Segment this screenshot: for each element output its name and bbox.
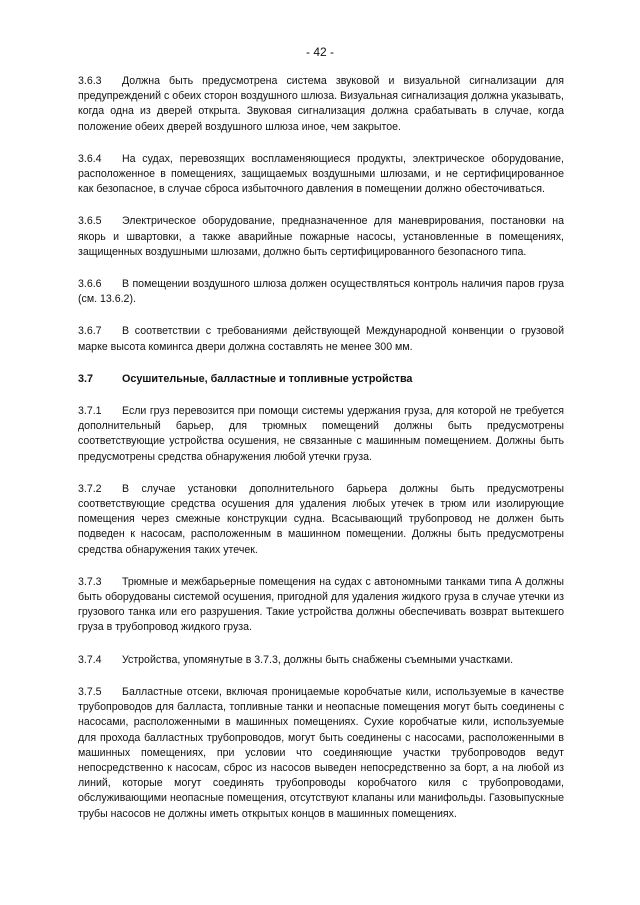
paragraph-3-6-4 bbox=[78, 152, 564, 198]
paragraph-3-7-5 bbox=[78, 685, 564, 822]
paragraph-text: Должна быть предусмотрена система звуковой и визуальной сигнализации для предупреждений с обеих сторон воздушного шлюза. Визуальная сигнализация должна указывать, когда одна из дверей открыта. Звуковая сигнализация должна срабатывать в случае, когда положение обеих дверей воздушного шлюза иное, чем закрытое. bbox=[78, 75, 564, 133]
paragraph-number: 3.7.5 bbox=[78, 685, 102, 698]
paragraph-number: 3.7.3 bbox=[78, 575, 102, 588]
paragraph-3-7-3 bbox=[78, 575, 564, 636]
paragraph-3-6-5 bbox=[78, 214, 564, 260]
paragraph-3-6-3 bbox=[78, 74, 564, 135]
paragraph-text: Трюмные и межбарьерные помещения на судах с автономными танками типа А должны быть оборудованы системой осушения, пригодной для удаления жидкого груза в случае утечки из грузового танка или его разрушения. Такие устройства должны обеспечивать возврат вытекшего груза в трубопровод жидкого груза. bbox=[78, 575, 564, 634]
section-title: Осушительные, балластные и топливные устройства bbox=[122, 372, 413, 385]
paragraph-3-7-1 bbox=[78, 404, 564, 465]
paragraph-text: В помещении воздушного шлюза должен осуществляться контроль наличия паров груза (см. 13.6.2). bbox=[78, 278, 564, 306]
section-heading bbox=[78, 372, 564, 387]
section-number: 3.7 bbox=[78, 372, 94, 385]
paragraph-3-6-7 bbox=[78, 324, 564, 354]
paragraph-number: 3.7.1 bbox=[78, 405, 102, 418]
paragraph-text: Балластные отсеки, включая проницаемые коробчатые кили, используемые в качестве трубопроводов для балласта, топливные танки и неопасные помещения могут быть соединены с насосами, расположенными в машинных помещениях. Сухие коробчатые кили, используемые для прохода балластных трубопроводов, могут быть соединены с насосами, расположенными в машинных помещениях, при условии что соединяющие участки трубопроводов ведут непосредственно к насосам, сброс из насосов выведен непосредственно за борт, а на любой из линий, которые могут соединять трубопроводы коробчатого киля с трубопроводами, обслуживающими неопасные помещения, отсутствуют клапаны или манифольды. Газовыпускные трубы насосов не должны иметь открытых концов в машинных помещениях. bbox=[78, 685, 564, 820]
paragraph-text: В случае установки дополнительного барьера должны быть предусмотрены соответствующие средства осушения для удаления любых утечек в трюм или изолирующие помещения через смежные конструкции судна. Всасывающий трубопровод не должен быть подведен к насосам, расположенным в машинном помещении. Должны быть предусмотрены средства обнаружения таких утечек. bbox=[78, 482, 564, 556]
paragraph-number: 3.6.4 bbox=[78, 152, 102, 165]
paragraph-number: 3.6.3 bbox=[78, 75, 102, 87]
paragraph-number: 3.6.5 bbox=[78, 215, 102, 228]
paragraph-text: Электрическое оборудование, предназначенное для маневрирования, постановки на якорь и швартовки, а также аварийные пожарные насосы, установленные в помещениях, защищенных воздушными шлюзами, должно быть сертифицированного безопасного типа. bbox=[78, 215, 564, 258]
paragraph-text: На судах, перевозящих воспламеняющиеся продукты, электрическое оборудование, расположенное в помещениях, защищаемых воздушными шлюзами, и не сертифицированное как безопасное, в случае сброса избыточного давления в помещении должно обесточиваться. bbox=[78, 152, 564, 196]
document-body bbox=[78, 74, 564, 839]
paragraph-text: В соответствии с требованиями действующей Международной конвенции о грузовой марке высота комингса двери должна составлять не менее 300 мм. bbox=[78, 325, 564, 353]
paragraph-3-7-4 bbox=[78, 653, 564, 668]
paragraph-text: Устройства, упомянутые в 3.7.3, должны быть снабжены съемными участками. bbox=[122, 653, 514, 666]
paragraph-number: 3.7.2 bbox=[78, 482, 102, 495]
paragraph-3-7-2 bbox=[78, 482, 564, 558]
paragraph-text: Если груз перевозится при помощи системы удержания груза, для которой не требуется дополнительный барьер, для трюмных помещений должны быть предусмотрены соответствующие устройства осушения, не связанные с машинным помещением. Должны быть предусмотрены средства обнаружения любой утечки груза. bbox=[78, 405, 564, 463]
paragraph-3-6-6 bbox=[78, 277, 564, 307]
paragraph-number: 3.7.4 bbox=[78, 653, 102, 666]
page-number: - 42 - bbox=[305, 45, 334, 59]
paragraph-number: 3.6.7 bbox=[78, 325, 102, 338]
paragraph-number: 3.6.6 bbox=[78, 278, 102, 291]
